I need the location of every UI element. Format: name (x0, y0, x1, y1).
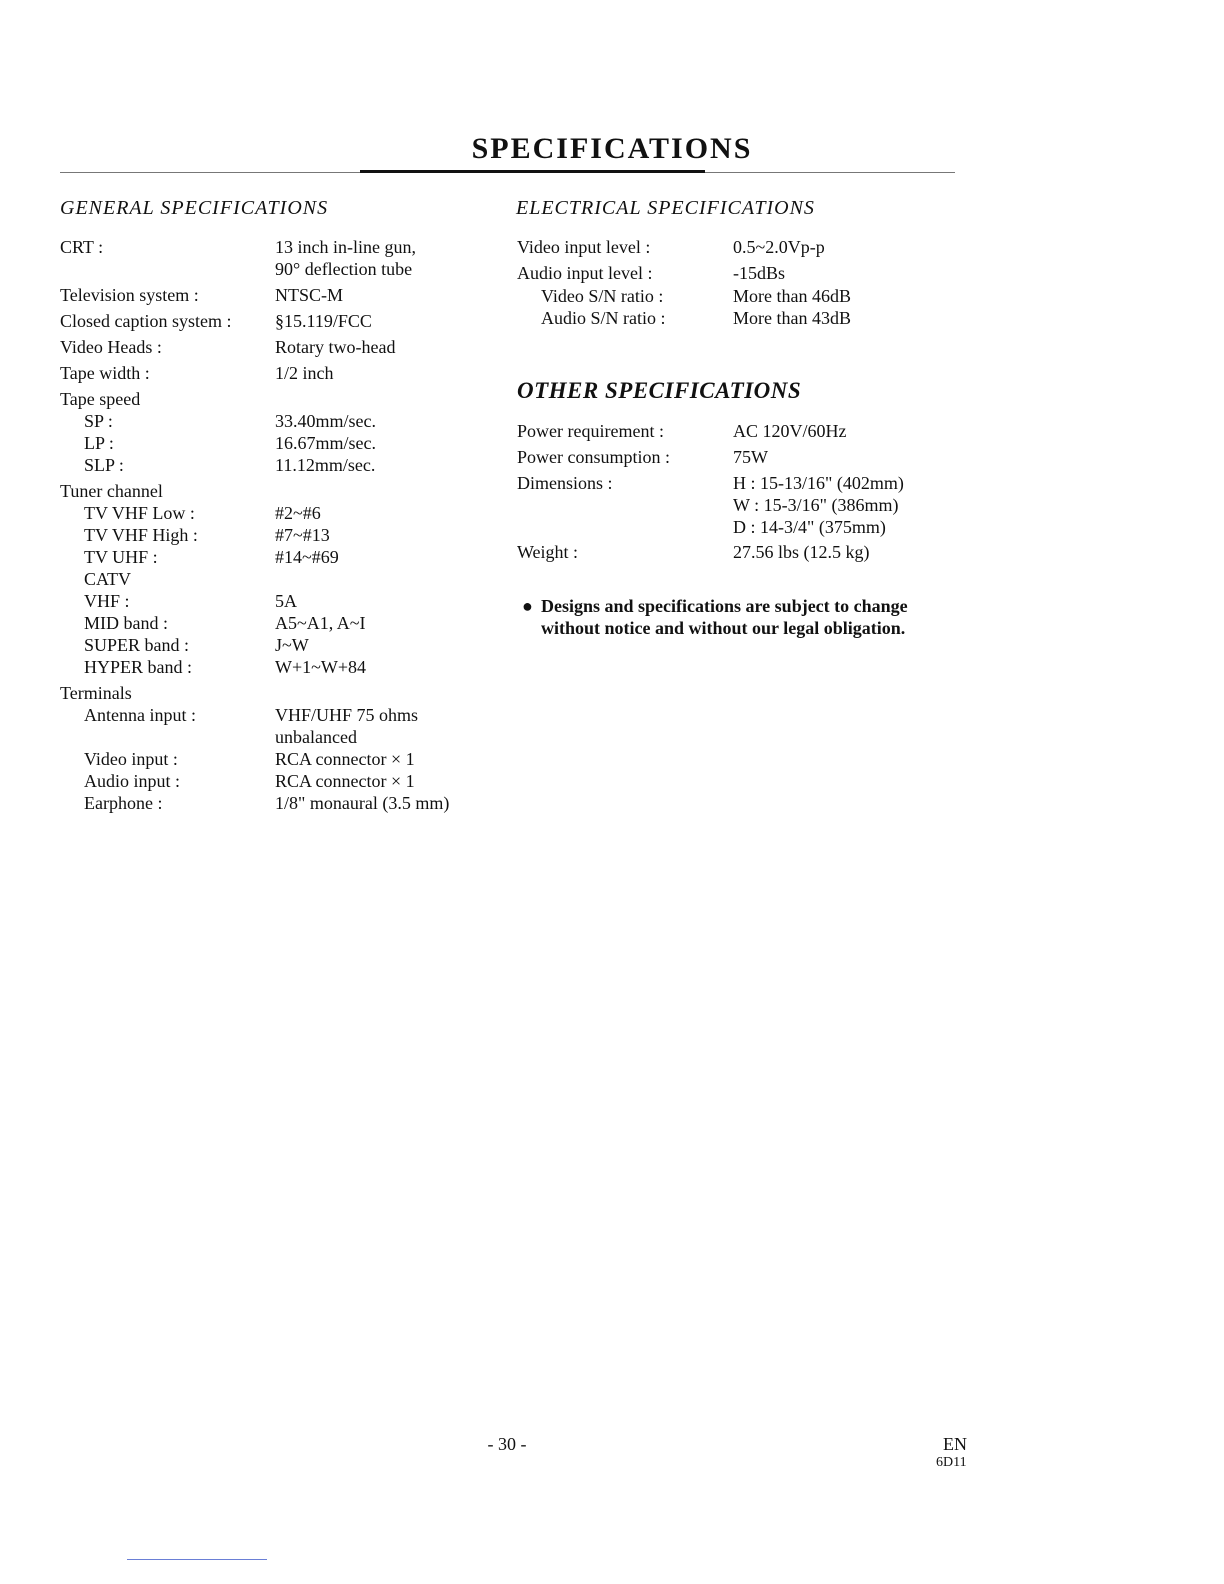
spec-value: J~W (275, 635, 309, 655)
spec-value: #14~#69 (275, 547, 339, 567)
general-specifications-heading: GENERAL SPECIFICATIONS (60, 197, 329, 219)
spec-label: Earphone : (84, 793, 163, 813)
spec-label: Tape width : (60, 363, 150, 383)
spec-label: Power requirement : (517, 421, 664, 441)
spec-label: TV VHF High : (84, 525, 198, 545)
spec-label: Video Heads : (60, 337, 162, 357)
spec-value: 13 inch in-line gun, (275, 237, 416, 257)
spec-label: Video input : (84, 749, 178, 769)
spec-label: MID band : (84, 613, 168, 633)
spec-value: NTSC-M (275, 285, 344, 305)
spec-label: Audio S/N ratio : (541, 308, 666, 328)
language-code: EN (943, 1434, 967, 1454)
spec-value: More than 43dB (733, 308, 851, 328)
spec-label: Television system : (60, 285, 199, 305)
notice-line: Designs and specifications are subject to change (541, 596, 908, 616)
spec-label: Tuner channel (60, 481, 163, 501)
spec-label: SUPER band : (84, 635, 190, 655)
spec-label: Weight : (517, 542, 579, 562)
spec-value: 90° deflection tube (275, 259, 413, 279)
spec-value: RCA connector × 1 (275, 749, 415, 769)
spec-label: VHF : (84, 591, 130, 611)
spec-value: Rotary two-head (275, 337, 396, 357)
spec-value: More than 46dB (733, 286, 851, 306)
spec-value: 75W (733, 447, 768, 467)
footer-divider (127, 1559, 267, 1560)
bullet-icon: ● (522, 596, 533, 616)
spec-label: Tape speed (60, 389, 141, 409)
spec-label: TV UHF : (84, 547, 158, 567)
spec-label: SP : (84, 411, 113, 431)
spec-label: TV VHF Low : (84, 503, 195, 523)
spec-label: Closed caption system : (60, 311, 232, 331)
spec-value: VHF/UHF 75 ohms (275, 705, 419, 725)
spec-label: Audio input level : (517, 263, 653, 283)
spec-value: 33.40mm/sec. (275, 411, 376, 431)
other-specifications-heading: OTHER SPECIFICATIONS (517, 378, 802, 403)
spec-value: 16.67mm/sec. (275, 433, 376, 453)
spec-value: #7~#13 (275, 525, 330, 545)
spec-value: 11.12mm/sec. (275, 455, 376, 475)
spec-value: H : 15-13/16" (402mm) (733, 473, 904, 493)
spec-value: #2~#6 (275, 503, 321, 523)
spec-value: -15dBs (733, 263, 786, 283)
spec-label: CATV (84, 569, 132, 589)
spec-label: Antenna input : (84, 705, 196, 725)
spec-value: AC 120V/60Hz (733, 421, 847, 441)
spec-value: 5A (275, 591, 297, 611)
spec-label: CRT : (60, 237, 104, 257)
spec-value: W+1~W+84 (275, 657, 367, 677)
spec-label: Dimensions : (517, 473, 613, 493)
spec-label: Video input level : (517, 237, 651, 257)
spec-label: LP : (84, 433, 114, 453)
spec-value: D : 14-3/4" (375mm) (733, 517, 886, 537)
spec-value: unbalanced (275, 727, 357, 747)
spec-label: Audio input : (84, 771, 181, 791)
spec-value: §15.119/FCC (275, 311, 372, 331)
spec-value: RCA connector × 1 (275, 771, 415, 791)
model-code: 6D11 (936, 1455, 967, 1470)
spec-label: Terminals (60, 683, 132, 703)
spec-label: HYPER band : (84, 657, 192, 677)
spec-value: A5~A1, A~I (275, 613, 366, 633)
page-number: - 30 - (487, 1434, 527, 1454)
electrical-specifications-heading: ELECTRICAL SPECIFICATIONS (516, 197, 815, 219)
spec-label: Video S/N ratio : (541, 286, 664, 306)
title-underline (360, 170, 705, 173)
spec-label: Power consumption : (517, 447, 670, 467)
spec-value: 27.56 lbs (12.5 kg) (733, 542, 870, 562)
spec-value: 1/8" monaural (3.5 mm) (275, 793, 450, 813)
notice-line: without notice and without our legal obligation. (541, 618, 906, 638)
spec-value: W : 15-3/16" (386mm) (733, 495, 899, 515)
spec-value: 1/2 inch (275, 363, 334, 383)
spec-label: SLP : (84, 455, 124, 475)
page-title: SPECIFICATIONS (471, 132, 753, 165)
spec-value: 0.5~2.0Vp-p (733, 237, 825, 257)
